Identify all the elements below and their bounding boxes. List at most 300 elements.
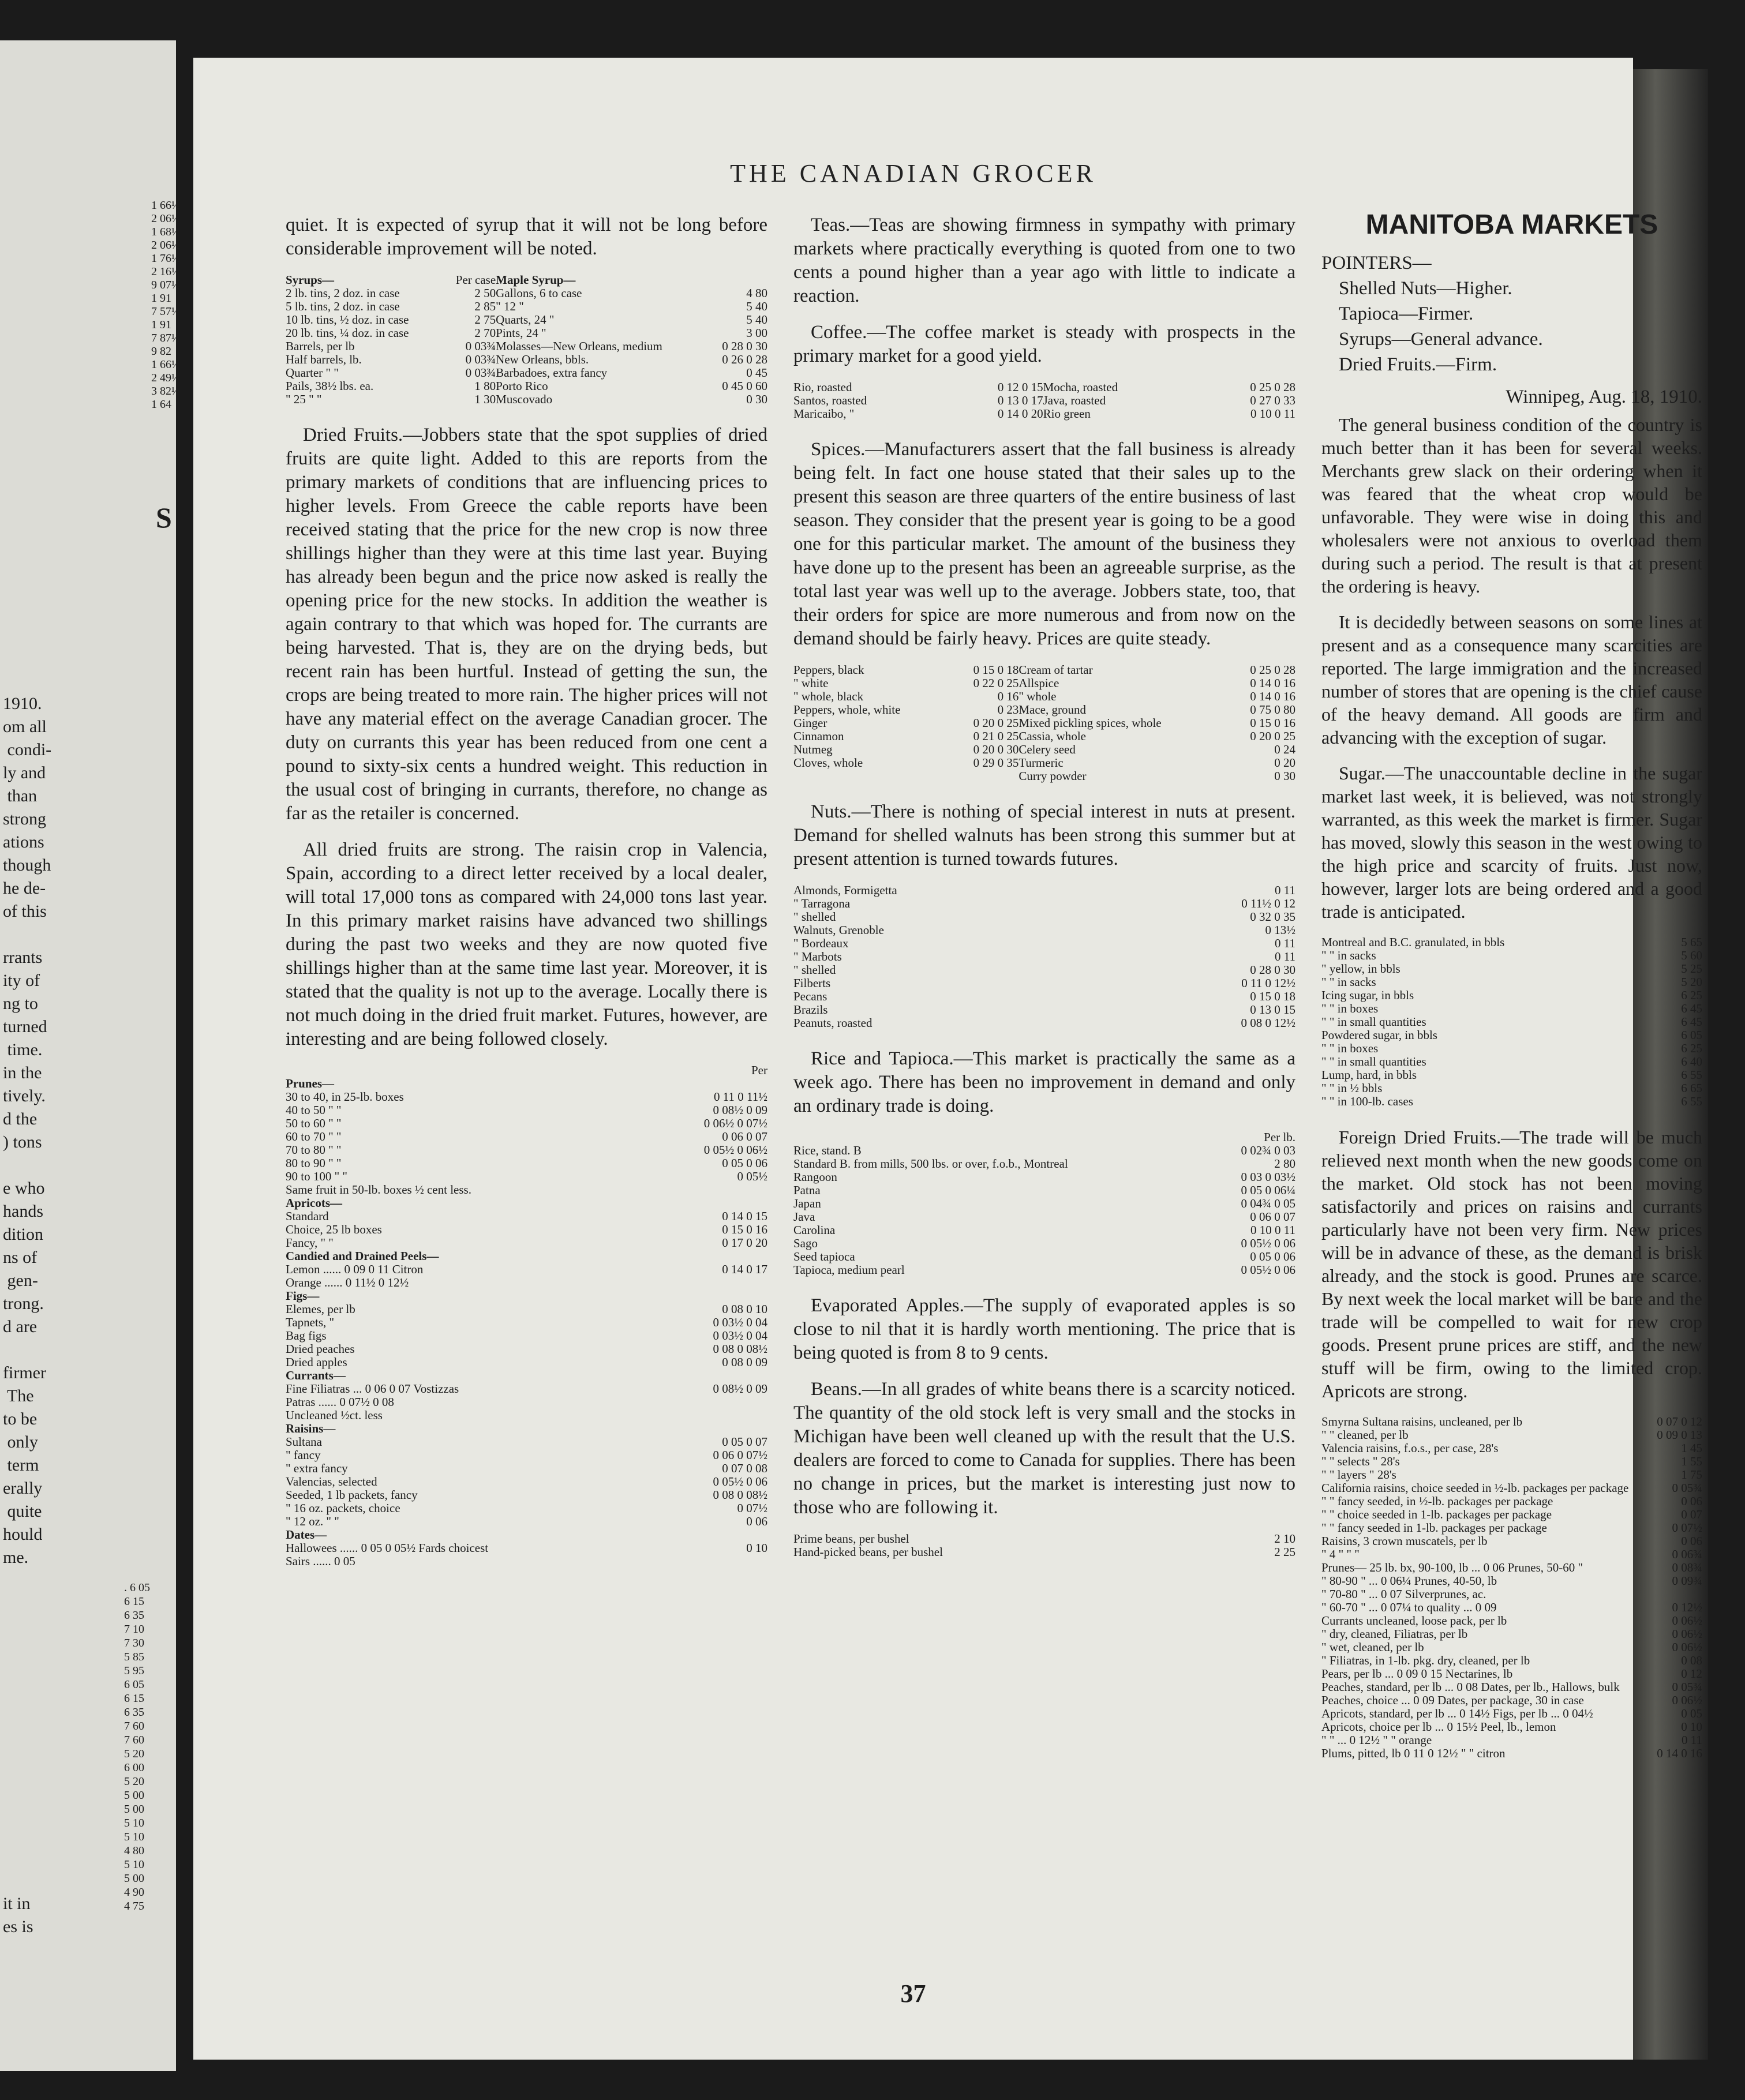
price-cell bbox=[647, 1409, 767, 1422]
price-cell: 0 06½ bbox=[1672, 1614, 1702, 1627]
item-cell: Curry powder bbox=[1018, 769, 1087, 783]
item-cell: New Orleans, bbls. bbox=[496, 352, 589, 366]
price-cell: 0 20 0 25 bbox=[973, 716, 1019, 730]
item-cell: Raisins— bbox=[286, 1422, 336, 1435]
item-cell: Java, roasted bbox=[1043, 393, 1106, 407]
price-cell: 0 08½ 0 09 bbox=[713, 1382, 767, 1396]
table-row bbox=[286, 287, 767, 300]
item-cell: " whole bbox=[1018, 689, 1057, 703]
item-cell: Turmeric bbox=[1018, 756, 1064, 770]
business-condition-paragraph: The general business condition of the country is much better than it has been for several weeks. Merchants grew slack on their ordering when it was feared that the wheat crop would be unfavorable. They were wise in doing this and wholesalers were not anxious to overload them during such a period. The result is that at present the ordering is heavy. bbox=[1321, 414, 1702, 597]
price-cell: 0 03¾ bbox=[465, 366, 496, 380]
item-cell: Cloves, whole bbox=[793, 756, 863, 770]
price-cell: 0 08 0 10 bbox=[722, 1302, 767, 1316]
table-row bbox=[793, 1171, 1295, 1184]
price-cell: 6 55 bbox=[1681, 1094, 1702, 1108]
table-row bbox=[1321, 1734, 1702, 1747]
table-row bbox=[286, 1356, 767, 1369]
table-row bbox=[793, 743, 1295, 756]
table-row bbox=[286, 366, 767, 380]
price-cell: 0 13½ bbox=[1265, 923, 1295, 937]
table-row bbox=[1321, 949, 1702, 962]
item-cell: " " in boxes bbox=[1321, 1002, 1379, 1015]
price-cell: 0 11 0 11½ bbox=[714, 1090, 767, 1104]
price-cell: 4 80 bbox=[746, 286, 767, 300]
price-cell: 0 23 bbox=[997, 703, 1019, 717]
table-row bbox=[793, 910, 1295, 924]
price-cell: 0 03½ 0 04 bbox=[713, 1329, 767, 1342]
table-row bbox=[286, 1250, 767, 1263]
price-cell: 0 08 0 08½ bbox=[713, 1488, 767, 1502]
table-row bbox=[793, 1157, 1295, 1171]
price-cell: 0 26 0 28 bbox=[722, 352, 767, 366]
table-row bbox=[793, 703, 1295, 717]
item-cell: 30 to 40, in 25-lb. boxes bbox=[286, 1090, 404, 1104]
previous-page-fragment bbox=[0, 40, 180, 2071]
price-cell: 0 08 0 08½ bbox=[713, 1342, 767, 1356]
item-cell: Orange ...... 0 11½ 0 12½ bbox=[286, 1276, 409, 1289]
table-row bbox=[286, 1303, 767, 1316]
price-cell: 5 40 bbox=[746, 313, 767, 327]
table-row bbox=[286, 1170, 767, 1183]
price-cell bbox=[647, 1396, 767, 1409]
page-header: THE CANADIAN GROCER bbox=[730, 159, 1096, 187]
price-cell: 6 40 bbox=[1681, 1055, 1702, 1068]
price-cell: 0 14 0 16 bbox=[1657, 1746, 1702, 1760]
price-cell: 0 12½ bbox=[1672, 1600, 1702, 1614]
item-cell: Syrups— bbox=[286, 273, 335, 287]
item-cell: Prunes— 25 lb. bx, 90-100, lb ... 0 06 Prunes, 50-60 " bbox=[1321, 1561, 1583, 1574]
item-cell: Peanuts, roasted bbox=[793, 1016, 872, 1030]
price-cell: 0 20 0 30 bbox=[973, 742, 1019, 756]
table-row bbox=[793, 1131, 1295, 1144]
price-cell: 0 06 0 07½ bbox=[713, 1448, 767, 1462]
item-cell: " whole, black bbox=[793, 689, 864, 703]
table-row bbox=[793, 1237, 1295, 1250]
table-row bbox=[286, 1263, 767, 1276]
table-row bbox=[1321, 1747, 1702, 1760]
price-cell: 6 45 bbox=[1681, 1015, 1702, 1029]
price-cell: 0 12 0 15 bbox=[997, 380, 1043, 394]
item-cell: " " ... 0 12½ " " orange bbox=[1321, 1733, 1432, 1747]
item-cell: California raisins, choice seeded in ½-lb. packages per package bbox=[1321, 1481, 1629, 1495]
price-cell: 0 11 bbox=[1275, 950, 1295, 963]
sugar-price-table bbox=[1321, 936, 1702, 1108]
item-cell: Japan bbox=[793, 1197, 821, 1210]
price-cell: 0 04¾ 0 05 bbox=[1241, 1197, 1295, 1210]
price-cell: 0 16 bbox=[997, 689, 1019, 703]
table-row bbox=[1321, 1707, 1702, 1720]
syrup-price-table bbox=[286, 273, 767, 406]
price-cell: 0 14 0 17 bbox=[722, 1262, 767, 1276]
price-cell: 2 85 bbox=[474, 299, 496, 313]
price-cell: 0 13 0 17 bbox=[997, 393, 1043, 407]
item-cell: Quarter " " bbox=[286, 366, 339, 380]
item-cell: " " in sacks bbox=[1321, 975, 1376, 989]
price-cell: 3 00 bbox=[746, 326, 767, 340]
item-cell: Barbadoes, extra fancy bbox=[496, 366, 608, 380]
item-cell: " " cleaned, per lb bbox=[1321, 1428, 1409, 1442]
price-cell: 5 40 bbox=[746, 299, 767, 313]
item-cell: 80 to 90 " " bbox=[286, 1156, 342, 1170]
price-cell: 0 15 0 16 bbox=[722, 1222, 767, 1236]
item-cell: 20 lb. tins, ¼ doz. in case bbox=[286, 326, 409, 340]
price-cell: 0 15 0 18 bbox=[1250, 989, 1295, 1003]
table-row bbox=[286, 1382, 767, 1396]
table-row bbox=[1321, 1495, 1702, 1508]
column-2 bbox=[793, 213, 1295, 1576]
table-row bbox=[793, 1546, 1295, 1559]
item-cell: " Marbots bbox=[793, 950, 842, 963]
dried-fruit-price-table bbox=[286, 1064, 767, 1568]
item-cell bbox=[286, 1064, 647, 1077]
item-cell: " 60-70 " ... 0 07¼ to quality ... 0 09 bbox=[1321, 1600, 1497, 1614]
item-cell: Celery seed bbox=[1018, 742, 1076, 756]
table-row bbox=[793, 977, 1295, 990]
item-cell: Valencias, selected bbox=[286, 1475, 377, 1488]
table-row bbox=[286, 1064, 767, 1077]
price-cell: 0 03¾ bbox=[465, 352, 496, 366]
table-row bbox=[1321, 1082, 1702, 1095]
item-cell: " " choice seeded in 1-lb. packages per package bbox=[1321, 1507, 1552, 1521]
price-cell: 2 70 bbox=[474, 326, 496, 340]
table-row bbox=[286, 1276, 767, 1289]
price-cell: 0 06½ 0 07½ bbox=[703, 1116, 767, 1130]
price-cell: 0 11½ 0 12 bbox=[1241, 897, 1295, 910]
coffee-price-table bbox=[793, 381, 1295, 421]
item-cell: " " fancy seeded in 1-lb. packages per package bbox=[1321, 1521, 1547, 1535]
item-cell: Plums, pitted, lb 0 11 0 12½ " " citron bbox=[1321, 1746, 1506, 1760]
item-cell: Valencia raisins, f.o.s., per case, 28's bbox=[1321, 1441, 1499, 1455]
price-cell: 0 07½ bbox=[1672, 1521, 1702, 1535]
spice-price-table bbox=[793, 663, 1295, 783]
table-row bbox=[793, 897, 1295, 910]
price-cell: 0 28 0 30 bbox=[722, 339, 767, 353]
price-cell: 0 08 bbox=[1681, 1653, 1702, 1667]
item-cell: Pints, 24 " bbox=[496, 326, 546, 340]
price-cell bbox=[647, 1197, 767, 1210]
dateline: Winnipeg, Aug. 18, 1910. bbox=[1506, 387, 1702, 407]
price-cell: 0 28 0 30 bbox=[1250, 963, 1295, 977]
item-cell: Prime beans, per bushel bbox=[793, 1532, 909, 1546]
price-cell: Per lb. bbox=[1264, 1130, 1295, 1144]
item-cell: " 70-80 " ... 0 07 Silverprunes, ac. bbox=[1321, 1587, 1486, 1601]
price-cell: 0 10 bbox=[1681, 1720, 1702, 1734]
table-row bbox=[1321, 1482, 1702, 1495]
price-cell: 2 25 bbox=[1274, 1545, 1295, 1559]
table-row bbox=[286, 1289, 767, 1303]
pointers-heading: POINTERS— bbox=[1321, 253, 1432, 273]
table-row bbox=[1321, 1667, 1702, 1681]
item-cell: Cinnamon bbox=[793, 729, 844, 743]
table-row bbox=[1321, 1654, 1702, 1667]
table-row bbox=[286, 1117, 767, 1130]
price-cell: 1 80 bbox=[474, 379, 496, 393]
table-row bbox=[286, 1422, 767, 1435]
price-cell: 0 14 0 16 bbox=[1250, 689, 1295, 703]
item-cell: Peppers, whole, white bbox=[793, 703, 901, 717]
price-cell: 0 11 bbox=[1275, 936, 1295, 950]
price-cell: 0 15 0 18 bbox=[973, 663, 1019, 677]
table-row bbox=[286, 1197, 767, 1210]
table-row bbox=[1321, 1029, 1702, 1042]
item-cell: 50 to 60 " " bbox=[286, 1116, 342, 1130]
table-row bbox=[793, 884, 1295, 897]
manitoba-markets-title: MANITOBA MARKETS bbox=[1365, 209, 1658, 240]
table-row bbox=[1321, 1015, 1702, 1029]
price-cell: 0 02¾ 0 03 bbox=[1241, 1143, 1295, 1157]
price-cell: 0 75 0 80 bbox=[1250, 703, 1295, 717]
table-row bbox=[286, 1555, 767, 1568]
price-cell: 0 06½ bbox=[1672, 1627, 1702, 1641]
item-cell: Dried apples bbox=[286, 1355, 347, 1369]
price-cell: 0 07 bbox=[1681, 1507, 1702, 1521]
price-cell: 0 14 0 16 bbox=[1250, 676, 1295, 690]
item-cell: 10 lb. tins, ½ doz. in case bbox=[286, 313, 409, 327]
price-cell: 0 07½ bbox=[737, 1501, 767, 1515]
item-cell: Peaches, standard, per lb ... 0 08 Dates, per lb., Hallows, bulk bbox=[1321, 1680, 1620, 1694]
price-cell: 0 20 bbox=[1274, 756, 1295, 770]
table-row bbox=[1321, 1068, 1702, 1082]
table-row bbox=[1321, 1455, 1702, 1468]
table-row bbox=[793, 937, 1295, 950]
table-row bbox=[1321, 1055, 1702, 1068]
item-cell: " Filiatras, in 1-lb. pkg. dry, cleaned, per lb bbox=[1321, 1653, 1530, 1667]
item-cell: Figs— bbox=[286, 1289, 320, 1303]
item-cell bbox=[793, 770, 948, 783]
price-cell bbox=[706, 273, 767, 287]
table-row bbox=[286, 340, 767, 353]
bean-price-table bbox=[793, 1532, 1295, 1559]
prev-page-numbers: 1 66½ 2 06½ 1 68½ 2 06½ 1 76½ 2 16½ 9 07½ 1 91 7 57½ 1 91 7 87½ 9 82 1 66½ 2 49½ 3 82½ 1 64 bbox=[151, 199, 180, 411]
apples-paragraph: Evaporated Apples.—The supply of evaporated apples is so close to nil that it is hardly worth mentioning. The price that is being quoted is from 8 to 9 cents. bbox=[793, 1295, 1295, 1363]
item-cell: " 80-90 " ... 0 06¼ Prunes, 40-50, lb bbox=[1321, 1574, 1497, 1588]
price-cell: 0 06¾ bbox=[1672, 1547, 1702, 1561]
item-cell: Fancy, " " bbox=[286, 1236, 334, 1250]
table-row bbox=[793, 950, 1295, 963]
pointer-item: Dried Fruits.—Firm. bbox=[1339, 354, 1497, 375]
item-cell: Patna bbox=[793, 1183, 821, 1197]
price-cell: 0 13 0 15 bbox=[1250, 1003, 1295, 1017]
item-cell: Mixed pickling spices, whole bbox=[1018, 716, 1162, 730]
table-row bbox=[793, 1210, 1295, 1224]
price-cell: 0 45 bbox=[746, 366, 767, 380]
price-cell: 1 45 bbox=[1681, 1441, 1702, 1455]
price-cell: 0 05 0 06¼ bbox=[1241, 1183, 1295, 1197]
table-row bbox=[1321, 1614, 1702, 1627]
price-cell: 0 05 0 07 bbox=[722, 1435, 767, 1449]
item-cell: Rice, stand. B bbox=[793, 1143, 862, 1157]
price-cell: 6 05 bbox=[1681, 1028, 1702, 1042]
price-cell: 0 25 0 28 bbox=[1250, 380, 1295, 394]
item-cell: " dry, cleaned, Filiatras, per lb bbox=[1321, 1627, 1468, 1641]
table-row bbox=[1321, 1561, 1702, 1574]
item-cell: Cassia, whole bbox=[1018, 729, 1086, 743]
item-cell: Carolina bbox=[793, 1223, 836, 1237]
table-row bbox=[793, 1532, 1295, 1546]
item-cell: Seeded, 1 lb packets, fancy bbox=[286, 1488, 418, 1502]
item-cell: " Tarragona bbox=[793, 897, 851, 910]
table-row bbox=[1321, 1508, 1702, 1521]
item-cell: Tapnets, " bbox=[286, 1315, 335, 1329]
price-cell: 0 10 0 11 bbox=[1250, 407, 1295, 421]
item-cell: Maple Syrup— bbox=[496, 273, 576, 287]
item-cell: Molasses—New Orleans, medium bbox=[496, 339, 662, 353]
table-row bbox=[286, 1369, 767, 1382]
item-cell: Montreal and B.C. granulated, in bbls bbox=[1321, 935, 1505, 949]
item-cell: " white bbox=[793, 676, 829, 690]
price-cell: 0 09¾ bbox=[1672, 1574, 1702, 1588]
price-cell: 0 10 bbox=[746, 1541, 767, 1555]
page-number: 37 bbox=[900, 1979, 926, 2008]
price-cell: 2 75 bbox=[474, 313, 496, 327]
foreign-dried-fruits-paragraph: Foreign Dried Fruits.—The trade will be much relieved next month when the new goods come on the market. Old stock has not been moving satisfactorily and prices on raisins and currants particularly have not been very firm. New prices will be in advance of these, as the demand is brisk already, and the stock is good. Prunes are scarce. By next week the local market will be bare and the trade will be compelled to wait for new crop goods. Present prune prices are stiff, and the new stuff will be firm, owing to the limited crop. Apricots are strong. bbox=[1321, 1127, 1702, 1401]
table-row bbox=[793, 1003, 1295, 1017]
dried-fruits-strong-paragraph: All dried fruits are strong. The raisin crop in Valencia, Spain, according to a direct letter received by a local dealer, will total 17,000 tons as compared with 24,000 tons last year. In this primary market raisins have advanced two shillings during the past two weeks and they are now quoted five shillings higher than at the same time last year. Moreover, it is stated that the quality is not up to the average. Locally there is not much doing in the dried fruit market. Futures, however, are interesting and are being followed closely. bbox=[286, 839, 767, 1049]
item-cell: " extra fancy bbox=[286, 1461, 348, 1475]
price-cell: 1 55 bbox=[1681, 1454, 1702, 1468]
price-cell: 2 80 bbox=[1274, 1157, 1295, 1171]
item-cell: " " in 100-lb. cases bbox=[1321, 1094, 1413, 1108]
table-row bbox=[286, 300, 767, 313]
item-cell: Santos, roasted bbox=[793, 393, 867, 407]
price-cell: 6 25 bbox=[1681, 1041, 1702, 1055]
price-cell: 0 17 0 20 bbox=[722, 1236, 767, 1250]
table-row bbox=[286, 1157, 767, 1170]
item-cell: Currants uncleaned, loose pack, per lb bbox=[1321, 1614, 1507, 1627]
table-row bbox=[793, 1224, 1295, 1237]
item-cell: Apricots, choice per lb ... 0 15½ Peel, lb., lemon bbox=[1321, 1720, 1556, 1734]
prev-page-text: 1910. om all condi- ly and than strong ations though he de- of this rrants ity of ng to turned time. in the tively. d the ) tons e who hands dition ns of gen- trong. d are firmer The to be only term erally quite hould me. bbox=[3, 694, 52, 1567]
price-cell: 6 45 bbox=[1681, 1002, 1702, 1015]
item-cell: Quarts, 24 " bbox=[496, 313, 555, 327]
prev-page-fragment-s: S bbox=[156, 501, 172, 534]
table-row bbox=[1321, 1415, 1702, 1428]
table-row bbox=[793, 770, 1295, 783]
item-cell: Tapioca, medium pearl bbox=[793, 1263, 905, 1277]
table-row bbox=[1321, 1428, 1702, 1442]
table-row bbox=[1321, 1627, 1702, 1641]
table-row bbox=[286, 393, 767, 406]
table-row bbox=[286, 1183, 767, 1197]
item-cell: " " in boxes bbox=[1321, 1041, 1379, 1055]
table-row bbox=[286, 1342, 767, 1356]
price-cell: 0 30 bbox=[746, 392, 767, 406]
table-row bbox=[793, 690, 1295, 703]
price-cell bbox=[647, 1422, 767, 1435]
table-row bbox=[1321, 1095, 1702, 1108]
rice-paragraph: Rice and Tapioca.—This market is practically the same as a week ago. There has been no improvement in demand and only an ordinary trade is doing. bbox=[793, 1048, 1295, 1116]
pointer-item: Shelled Nuts—Higher. bbox=[1339, 278, 1512, 299]
item-cell: Filberts bbox=[793, 976, 831, 990]
table-row bbox=[793, 663, 1295, 677]
price-cell bbox=[647, 1369, 767, 1382]
price-cell: 0 14 0 20 bbox=[997, 407, 1043, 421]
item-cell: Sultana bbox=[286, 1435, 322, 1449]
price-cell: 5 25 bbox=[1681, 962, 1702, 976]
table-row bbox=[286, 327, 767, 340]
item-cell: 70 to 80 " " bbox=[286, 1143, 342, 1157]
table-row bbox=[286, 1077, 767, 1090]
item-cell: Rangoon bbox=[793, 1170, 837, 1184]
pointers-box bbox=[1321, 250, 1702, 377]
item-cell: Brazils bbox=[793, 1003, 828, 1017]
price-cell bbox=[647, 1250, 767, 1263]
price-cell: 0 21 0 25 bbox=[973, 729, 1019, 743]
price-cell: 0 08¾ bbox=[1672, 1561, 1702, 1574]
coffee-paragraph: Coffee.—The coffee market is steady with prospects in the primary market for a good yield. bbox=[793, 322, 1295, 366]
price-cell: 0 06 0 07 bbox=[1250, 1210, 1295, 1224]
price-cell bbox=[647, 1528, 767, 1542]
item-cell: " 25 " " bbox=[286, 392, 322, 406]
item-cell: Patras ...... 0 07½ 0 08 bbox=[286, 1395, 394, 1409]
price-cell: 0 27 0 33 bbox=[1250, 393, 1295, 407]
item-cell: Prunes— bbox=[286, 1077, 334, 1090]
price-cell: 0 05¾ bbox=[1672, 1680, 1702, 1694]
table-row bbox=[286, 1502, 767, 1515]
table-row bbox=[286, 1130, 767, 1143]
item-cell: " 16 oz. packets, choice bbox=[286, 1501, 400, 1515]
item-cell: " " layers " 28's bbox=[1321, 1468, 1396, 1482]
item-cell: Rio green bbox=[1043, 407, 1091, 421]
item-cell: Sairs ...... 0 05 bbox=[286, 1554, 355, 1568]
price-cell: 5 60 bbox=[1681, 948, 1702, 962]
item-cell: Barrels, per lb bbox=[286, 339, 355, 353]
item-cell: Muscovado bbox=[496, 392, 553, 406]
table-row bbox=[286, 380, 767, 393]
price-cell: 0 06 0 07 bbox=[722, 1130, 767, 1143]
table-row bbox=[793, 924, 1295, 937]
item-cell: Seed tapioca bbox=[793, 1250, 855, 1263]
item-cell: Standard bbox=[286, 1209, 329, 1223]
price-cell: 0 11 bbox=[1682, 1733, 1702, 1747]
beans-paragraph: Beans.—In all grades of white beans there is a scarcity noticed. The quantity of the old stock left is very small and the stocks in Michigan have been well cleaned up with the result that the U.S. dealers are forced to come to Canada for supplies. There has been no change in prices, but the market is interesting just now to those who are following it. bbox=[793, 1379, 1295, 1518]
item-cell: " 4 " " " bbox=[1321, 1547, 1360, 1561]
table-row bbox=[1321, 989, 1702, 1002]
table-row bbox=[286, 1104, 767, 1117]
table-row bbox=[1321, 1535, 1702, 1548]
price-cell: 0 06½ bbox=[1672, 1640, 1702, 1654]
price-cell: 0 05 bbox=[1681, 1707, 1702, 1720]
teas-paragraph: Teas.—Teas are showing firmness in sympathy with primary markets where practically everything is quoted from one to two cents a pound higher than a year ago with little to indicate a reaction. bbox=[793, 215, 1295, 306]
price-cell: 0 06½ bbox=[1672, 1693, 1702, 1707]
table-row bbox=[286, 1449, 767, 1462]
item-cell: " 12 " bbox=[496, 299, 524, 313]
item-cell: Lemon ...... 0 09 0 11 Citron bbox=[286, 1262, 424, 1276]
table-row bbox=[1321, 1601, 1702, 1614]
price-cell: 0 11 0 12½ bbox=[1241, 976, 1295, 990]
item-cell: Raisins, 3 crown muscatels, per lb bbox=[1321, 1534, 1488, 1548]
price-cell: 0 05½ 0 06 bbox=[1241, 1263, 1295, 1277]
table-row bbox=[1321, 1548, 1702, 1561]
foreign-fruit-price-table bbox=[1321, 1415, 1702, 1760]
table-row bbox=[793, 717, 1295, 730]
rice-price-table bbox=[793, 1131, 1295, 1277]
price-cell: 0 24 bbox=[1274, 742, 1295, 756]
price-cell: 0 30 bbox=[1274, 769, 1295, 783]
table-row bbox=[1321, 1002, 1702, 1015]
nut-price-table bbox=[793, 884, 1295, 1030]
table-row bbox=[286, 273, 767, 287]
price-cell: 0 05½ 0 06 bbox=[1241, 1236, 1295, 1250]
item-cell: Elemes, per lb bbox=[286, 1302, 355, 1316]
item-cell: Smyrna Sultana raisins, uncleaned, per lb bbox=[1321, 1415, 1523, 1428]
item-cell: 5 lb. tins, 2 doz. in case bbox=[286, 299, 400, 313]
table-row bbox=[793, 1250, 1295, 1263]
price-cell: 0 09 0 13 bbox=[1657, 1428, 1702, 1442]
table-row bbox=[1321, 1521, 1702, 1535]
item-cell: Almonds, Formigetta bbox=[793, 883, 897, 897]
